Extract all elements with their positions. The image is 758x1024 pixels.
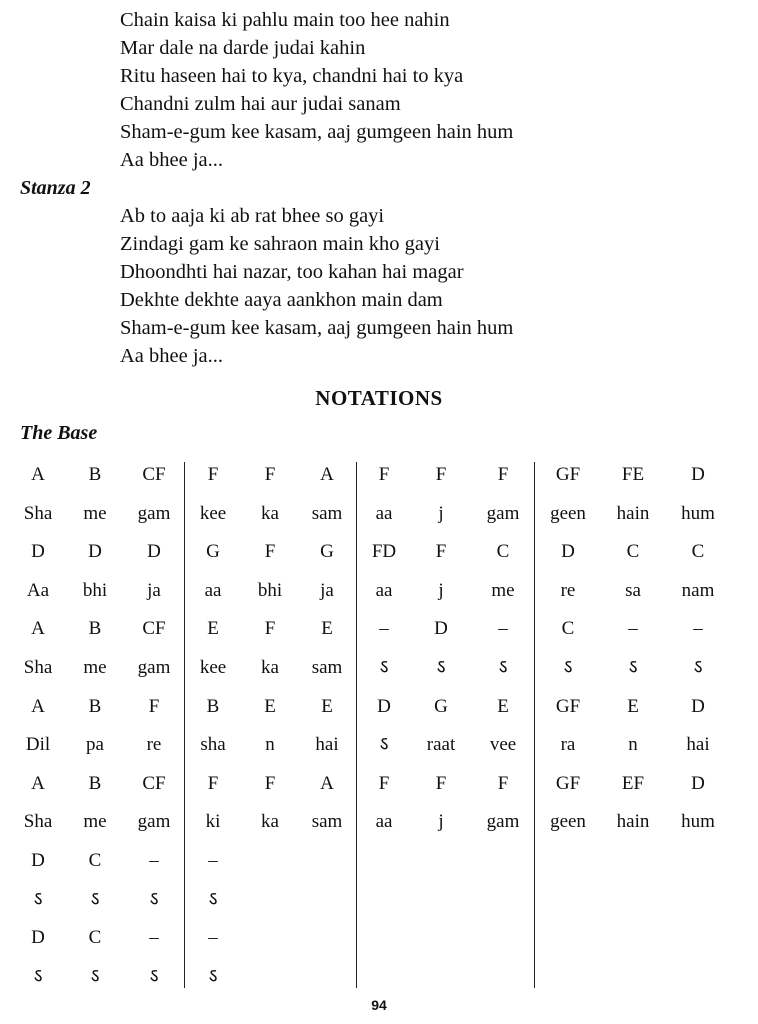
notation-cell: A [31, 695, 45, 717]
notation-cell: D [88, 541, 102, 563]
notation-cell: A [31, 464, 45, 485]
notation-cell: D [377, 695, 391, 717]
notation-cell: – [149, 927, 159, 949]
notation-cell: F [497, 464, 509, 485]
notation-cell: F [264, 464, 276, 485]
notation-cell: me [83, 811, 107, 833]
notation-cell: – [208, 927, 218, 949]
notation-cell: ja [320, 579, 334, 601]
notation-cell: F [264, 618, 276, 640]
notation-cell: A [320, 772, 334, 794]
notation-cell: ऽ [208, 888, 218, 910]
notation-cell: G [206, 541, 220, 563]
notation-cell: raat [426, 734, 456, 756]
notation-cell: gam [486, 502, 520, 524]
notation-cell: sam [311, 657, 343, 678]
notation-cell: kee [199, 502, 227, 524]
notation-cell: me [83, 657, 107, 678]
notation-cell: hai [315, 734, 339, 756]
notation-cell: ja [147, 579, 161, 601]
notation-cell: C [496, 541, 510, 563]
notation-cell: ra [560, 734, 576, 756]
page-number: 94 [371, 997, 387, 1013]
notation-cell: aa [375, 502, 393, 524]
notation-cell: gam [137, 657, 171, 678]
stanza-2-heading: Stanza 2 [20, 177, 91, 199]
notation-cell: Sha [23, 657, 53, 678]
notation-cell: C [561, 618, 575, 640]
notation-cell: aa [204, 579, 222, 601]
notation-cell: Sha [23, 502, 53, 524]
notation-cell: j [438, 579, 444, 601]
notation-cell: G [320, 541, 334, 563]
notation-cell: ka [261, 502, 279, 524]
notation-cell: ऽ [498, 657, 508, 678]
notation-cell: B [88, 464, 102, 485]
lyric-line: Ab to aaja ki ab rat bhee so gayi [120, 205, 385, 227]
notation-cell: ऽ [563, 657, 573, 678]
notation-cell: E [321, 618, 333, 640]
notation-cell: D [691, 695, 705, 717]
notation-cell: ka [261, 811, 279, 833]
notation-cell: ऽ [90, 965, 100, 987]
notation-cell: GF [555, 772, 581, 794]
notation-cell: n [628, 734, 638, 756]
notation-cell: B [206, 695, 220, 717]
lyric-line: Chain kaisa ki pahlu main too hee nahin [120, 9, 450, 31]
notation-cell: ऽ [693, 657, 703, 678]
notation-cell: me [83, 502, 107, 524]
notation-cell: sam [311, 502, 343, 524]
notation-cell: geen [550, 811, 586, 833]
notation-cell: E [497, 695, 509, 717]
notation-cell: – [498, 618, 508, 640]
notation-cell: GF [555, 695, 581, 717]
notation-cell: CF [142, 618, 166, 640]
notation-cell: Aa [26, 579, 50, 601]
notation-cell: F [435, 772, 447, 794]
lyric-line: Sham-e-gum kee kasam, aaj gumgeen hain hum [120, 121, 514, 143]
notation-cell: A [320, 464, 334, 485]
notation-cell: gam [486, 811, 520, 833]
notation-cell: j [438, 811, 444, 833]
column-divider [534, 462, 535, 988]
notation-cell: E [627, 695, 639, 717]
notation-cell: E [321, 695, 333, 717]
lyric-line: Chandni zulm hai aur judai sanam [120, 93, 401, 115]
notation-cell: F [207, 772, 219, 794]
notation-cell: ऽ [90, 888, 100, 910]
notation-cell: F [378, 772, 390, 794]
notation-cell: gam [137, 502, 171, 524]
notation-cell: Sha [23, 811, 53, 833]
notation-cell: hum [681, 502, 715, 524]
lyric-line: Mar dale na darde judai kahin [120, 37, 366, 59]
notation-cell: hai [686, 734, 710, 756]
notation-cell: F [378, 464, 390, 485]
notation-cell: – [379, 618, 389, 640]
lyric-line: Dekhte dekhte aaya aankhon main dam [120, 289, 443, 311]
notation-cell: F [497, 772, 509, 794]
lyric-line: Zindagi gam ke sahraon main kho gayi [120, 233, 440, 255]
lyric-line: Ritu haseen hai to kya, chandni hai to kya [120, 65, 464, 87]
notation-cell: ऽ [149, 965, 159, 987]
notation-cell: bhi [82, 579, 108, 601]
notation-cell: C [88, 850, 102, 871]
notation-cell: n [265, 734, 275, 756]
notation-cell: D [31, 927, 45, 949]
notation-cell: geen [550, 502, 586, 524]
notation-cell: pa [86, 734, 104, 756]
notation-cell: D [691, 772, 705, 794]
notation-cell: ऽ [436, 657, 446, 678]
lyric-line: Aa bhee ja... [120, 345, 224, 367]
notation-cell: ऽ [33, 965, 43, 987]
notation-cell: C [88, 927, 102, 949]
notation-cell: B [88, 695, 102, 717]
notation-cell: hain [616, 811, 650, 833]
notation-cell: bhi [257, 579, 283, 601]
notation-cell: F [207, 464, 219, 485]
notation-cell: D [434, 618, 448, 640]
notation-cell: C [626, 541, 640, 563]
notation-cell: D [147, 541, 161, 563]
notation-cell: hain [616, 502, 650, 524]
notation-cell: C [691, 541, 705, 563]
lyric-line: Sham-e-gum kee kasam, aaj gumgeen hain hum [120, 317, 514, 339]
notation-cell: j [438, 502, 444, 524]
notation-cell: nam [681, 579, 715, 601]
notation-cell: F [435, 464, 447, 485]
notation-cell: sa [625, 579, 641, 601]
notation-cell: B [88, 618, 102, 640]
notation-cell: hum [681, 811, 715, 833]
notation-cell: ki [205, 811, 221, 833]
notation-cell: aa [375, 579, 393, 601]
notation-cell: – [693, 618, 703, 640]
notation-cell: – [149, 850, 159, 871]
notation-cell: F [264, 772, 276, 794]
notation-cell: G [434, 695, 448, 717]
notation-cell: ऽ [379, 734, 389, 756]
base-section-label: The Base [20, 422, 98, 444]
notation-cell: me [491, 579, 515, 601]
lyric-line: Dhoondhti hai nazar, too kahan hai magar [120, 261, 464, 283]
lyric-line: Aa bhee ja... [120, 149, 224, 171]
notation-cell: – [628, 618, 638, 640]
notation-cell: F [264, 541, 276, 563]
notation-cell: A [31, 618, 45, 640]
notation-cell: Dil [25, 734, 51, 756]
notation-cell: re [560, 579, 576, 601]
notation-cell: F [148, 695, 160, 717]
notation-cell: ऽ [379, 657, 389, 678]
notation-cell: B [88, 772, 102, 794]
notation-cell: FE [621, 464, 645, 485]
notation-cell: ऽ [628, 657, 638, 678]
notation-cell: vee [489, 734, 517, 756]
notation-cell: sha [200, 734, 226, 756]
notation-cell: ऽ [33, 888, 43, 910]
notation-cell: aa [375, 811, 393, 833]
notations-heading: NOTATIONS [315, 386, 443, 410]
notation-cell: EF [621, 772, 645, 794]
notation-cell: D [31, 541, 45, 563]
notation-cell: D [691, 464, 705, 485]
notation-cell: GF [555, 464, 581, 485]
notation-cell: re [146, 734, 162, 756]
notation-cell: – [208, 850, 218, 871]
notation-cell: F [435, 541, 447, 563]
notation-cell: D [561, 541, 575, 563]
notation-cell: ऽ [208, 965, 218, 987]
notation-cell: D [31, 850, 45, 871]
notation-cell: CF [142, 464, 166, 485]
notation-cell: CF [142, 772, 166, 794]
notation-cell: kee [199, 657, 227, 678]
notation-cell: E [264, 695, 276, 717]
notation-cell: sam [311, 811, 343, 833]
notation-cell: ऽ [149, 888, 159, 910]
notation-cell: E [207, 618, 219, 640]
notation-cell: FD [371, 541, 397, 563]
notation-cell: A [31, 772, 45, 794]
notation-cell: ka [261, 657, 279, 678]
notation-cell: gam [137, 811, 171, 833]
